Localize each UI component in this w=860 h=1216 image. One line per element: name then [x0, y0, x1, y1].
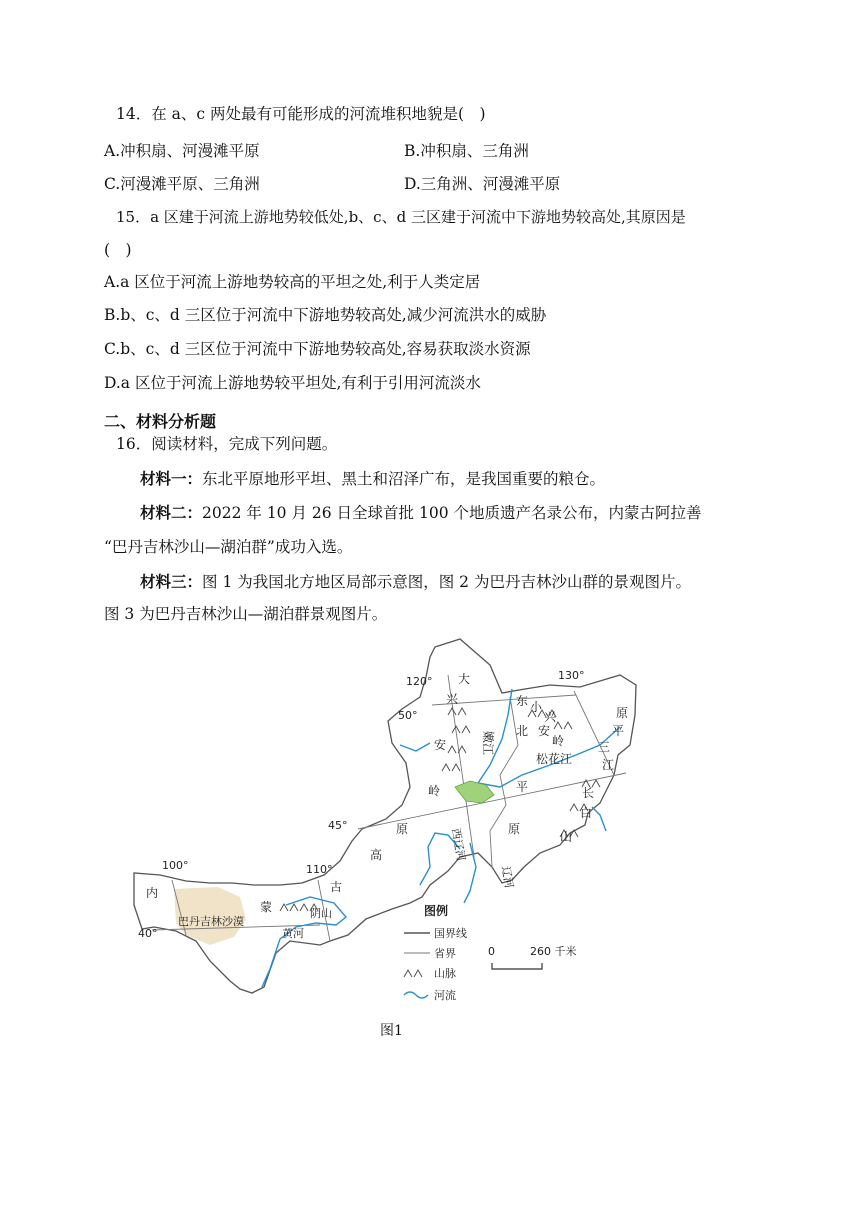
q15-stem-bracket: ( ) — [104, 241, 132, 259]
map-label-yuan: 原 — [508, 822, 521, 836]
legend-river: 河流 — [434, 989, 456, 1002]
map-label-songhuajiang: 松花江 — [536, 752, 573, 766]
q14-stem: 14．在 a、c 两处最有可能形成的河流堆积地貌是( ) — [116, 105, 486, 123]
q14-option-d: D.三角洲、河漫滩平原 — [404, 175, 561, 193]
material1-text: 东北平原地形平坦、黑土和沼泽广布，是我国重要的粮仓。 — [202, 470, 606, 488]
q15-option-c: C.b、c、d 三区位于河流中下游地势较高处,容易获取淡水资源 — [104, 340, 531, 358]
map-label-xiao: 小 — [530, 700, 543, 714]
lon-130-label: 130° — [558, 669, 585, 682]
map-label-an1: 安 — [434, 738, 447, 752]
map-label-nei: 内 — [146, 886, 159, 900]
legend-mountain-symbol — [404, 970, 422, 977]
map-legend — [404, 903, 577, 1002]
map-label-xing1: 兴 — [446, 692, 459, 706]
legend-river-symbol — [404, 992, 428, 998]
map-label-changbai-bai: 白 — [580, 806, 593, 820]
material2-text-line2: “巴丹吉林沙山—湖泊群”成功入选。 — [104, 538, 353, 556]
map-label-gao: 高 — [370, 848, 383, 862]
map-label-sanjiang-jiang: 江 — [602, 758, 615, 772]
q15-option-b: B.b、c、d 三区位于河流中下游地势较高处,减少河流洪水的威胁 — [104, 306, 547, 324]
map-label-sanjiang-yuan: 原 — [616, 706, 629, 720]
legend-country: 国界线 — [434, 927, 467, 940]
map-label-an2: 安 — [538, 724, 551, 738]
map-label-da: 大 — [458, 672, 471, 686]
material1 — [140, 469, 605, 489]
legend-mountain: 山脉 — [434, 967, 456, 980]
map-label-badanjilin: 巴丹吉林沙漠 — [178, 915, 244, 928]
map-label-bei: 北 — [516, 724, 529, 738]
map-label-gu: 古 — [330, 880, 343, 894]
map-label-nenjiang: 嫩江 — [481, 731, 495, 756]
figure-caption: 图1 — [380, 1023, 403, 1039]
q16-stem: 16．阅读材料，完成下列问题。 — [116, 435, 338, 453]
q15-stem: 15．a 区建于河流上游地势较低处,b、c、d 三区建于河流中下游地势较高处,其原因是 — [116, 208, 686, 226]
q15-option-d: D.a 区位于河流上游地势较平坦处,有利于引用河流淡水 — [104, 374, 481, 392]
map-label-huanghe: 黄河 — [282, 927, 304, 940]
material3 — [140, 572, 691, 592]
map-label-yuan2: 原 — [396, 822, 409, 836]
scale-value: 260 千米 — [530, 945, 577, 958]
section-heading: 二、材料分析题 — [104, 412, 217, 431]
lat-40-label: 40° — [138, 927, 158, 940]
q15-option-a: A.a 区位于河流上游地势较高的平坦之处,利于人类定居 — [104, 273, 481, 291]
scale-zero: 0 — [488, 945, 495, 958]
material2-text-line1: 2022 年 10 月 26 日全球首批 100 个地质遗产名录公布，内蒙古阿拉善 — [202, 504, 702, 522]
material3-text-line2: 图 3 为巴丹吉林沙山—湖泊群景观图片。 — [104, 605, 388, 623]
map-label-xiliaohe: 西辽河 — [449, 827, 468, 863]
lon-100-label: 100° — [162, 859, 189, 872]
material3-label: 材料三： — [140, 572, 203, 591]
map-label-ping: 平 — [516, 780, 529, 794]
legend-title: 图例 — [424, 904, 449, 918]
material3-text-line1: 图 1 为我国北方地区局部示意图，图 2 为巴丹吉林沙山群的景观图片。 — [202, 573, 691, 591]
lon-110-label: 110° — [306, 863, 333, 876]
lat-45-label: 45° — [328, 819, 348, 832]
map-svg — [130, 635, 640, 1010]
map-label-xing2: 兴 — [544, 710, 557, 724]
q14-option-b: B.冲积扇、三角洲 — [404, 142, 529, 160]
lat-50-label: 50° — [398, 709, 418, 722]
map-label-ling1: 岭 — [428, 784, 441, 798]
q14-option-c: C.河漫滩平原、三角洲 — [104, 175, 260, 193]
map-label-liaohe: 辽河 — [499, 865, 516, 890]
scale-bar — [492, 963, 542, 969]
legend-province: 省界 — [434, 947, 456, 960]
map-label-sanjiang-san: 三 — [598, 740, 611, 754]
map-label-changbai-chang: 长 — [582, 786, 595, 800]
material1-label: 材料一： — [140, 469, 203, 488]
material2 — [140, 503, 701, 523]
map-label-ling2: 岭 — [552, 734, 565, 748]
map-label-sanjiang-ping: 平 — [612, 724, 625, 738]
map-label-dong: 东 — [516, 694, 529, 708]
east-river — [592, 807, 606, 831]
lon-120-label: 120° — [406, 675, 433, 688]
map-label-yinshan: 阴山 — [310, 907, 332, 920]
map-label-meng: 蒙 — [260, 900, 273, 914]
material2-label: 材料二： — [140, 503, 203, 522]
q14-option-a: A.冲积扇、河漫滩平原 — [104, 142, 260, 160]
north-china-map — [130, 635, 640, 1010]
map-label-changbai-shan: 山 — [560, 830, 573, 844]
